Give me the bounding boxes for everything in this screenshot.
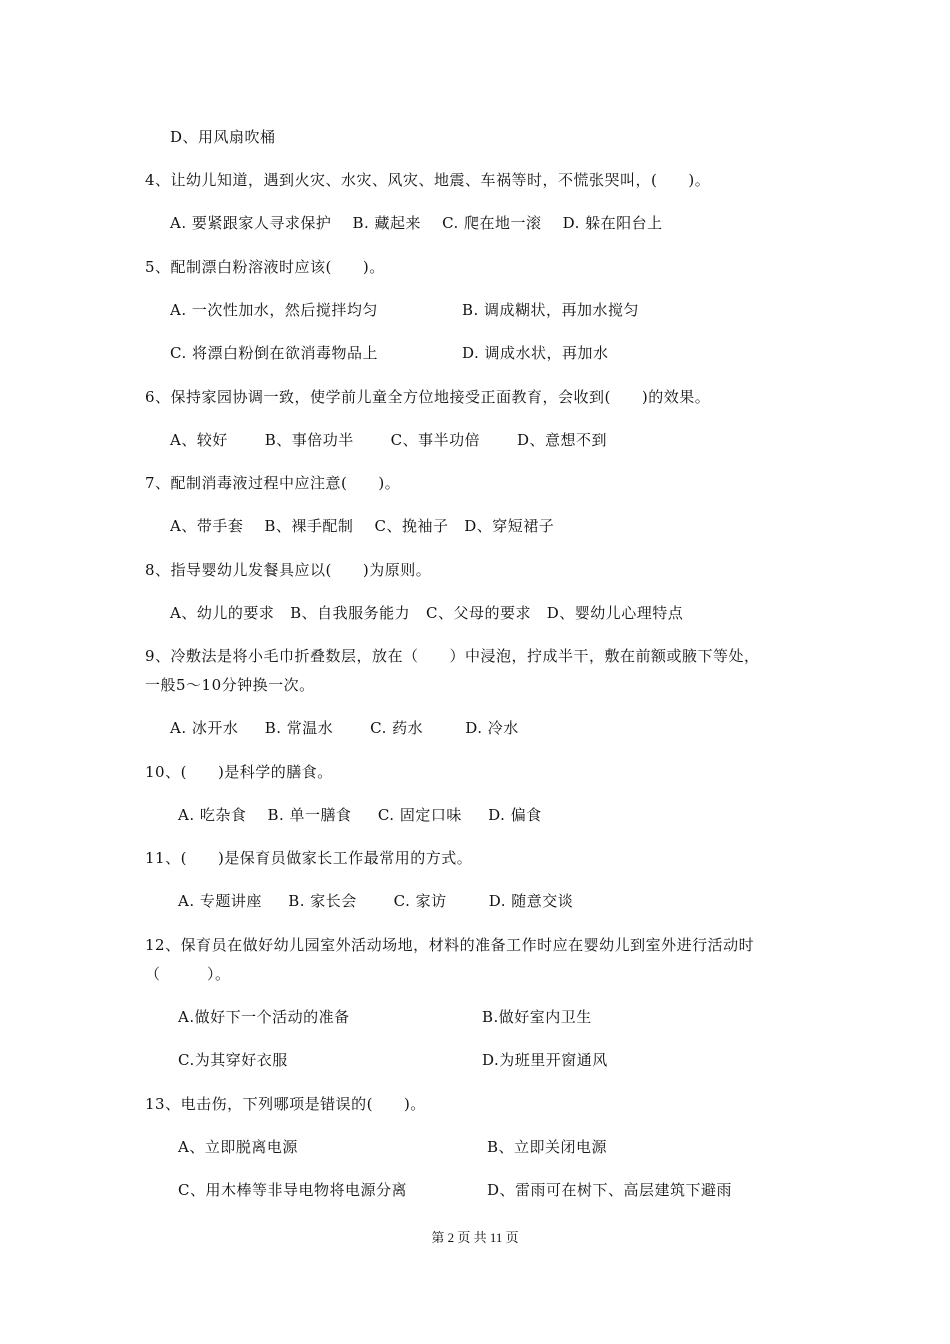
- q7-options: A、带手套 B、裸手配制 C、挽袖子 D、穿短裙子: [170, 517, 555, 535]
- page-footer: 第 2 页 共 11 页: [431, 1230, 519, 1245]
- q5-stem: 5、配制漂白粉溶液时应该( )。: [145, 258, 385, 276]
- q8-stem: 8、指导婴幼儿发餐具应以( )为原则。: [145, 561, 432, 579]
- q9-stem: 9、冷敷法是将小毛巾折叠数层，放在（ ）中浸泡，拧成半干，敷在前额或腋下等处，: [145, 647, 760, 665]
- q12-option-d: D.为班里开窗通风: [482, 1051, 608, 1069]
- q12-stem-continued: （ ）。: [145, 965, 231, 983]
- q9-stem-continued: 一般5～10分钟换一次。: [145, 676, 315, 694]
- q12-option-c: C.为其穿好衣服: [178, 1051, 288, 1069]
- q11-options: A. 专题讲座 B. 家长会 C. 家访 D. 随意交谈: [178, 892, 574, 910]
- q12-option-a: A.做好下一个活动的准备: [178, 1008, 350, 1026]
- q13-stem: 13、电击伤，下列哪项是错误的( )。: [145, 1095, 426, 1113]
- q12-option-b: B.做好室内卫生: [482, 1008, 592, 1026]
- q8-options: A、幼儿的要求 B、自我服务能力 C、父母的要求 D、婴幼儿心理特点: [170, 604, 684, 622]
- q4-options: A. 要紧跟家人寻求保护 B. 藏起来 C. 爬在地一滚 D. 躲在阳台上: [170, 214, 663, 232]
- q5-option-b: B. 调成糊状，再加水搅匀: [462, 301, 640, 319]
- q5-option-a: A. 一次性加水，然后搅拌均匀: [170, 301, 378, 319]
- q11-stem: 11、( )是保育员做家长工作最常用的方式。: [145, 849, 473, 867]
- q13-option-d: D、雷雨可在树下、高层建筑下避雨: [487, 1181, 733, 1199]
- q6-options: A、较好 B、事倍功半 C、事半功倍 D、意想不到: [170, 431, 607, 449]
- q4-stem: 4、让幼儿知道，遇到火灾、水灾、风灾、地震、车祸等时，不慌张哭叫，( )。: [145, 171, 711, 189]
- q9-options: A. 冰开水 B. 常温水 C. 药水 D. 冷水: [170, 719, 519, 737]
- q12-stem: 12、保育员在做好幼儿园室外活动场地，材料的准备工作时应在婴幼儿到室外进行活动时: [145, 936, 755, 954]
- q7-stem: 7、配制消毒液过程中应注意( )。: [145, 474, 401, 492]
- q13-option-c: C、用木棒等非导电物将电源分离: [178, 1181, 407, 1199]
- q3-option-d: D、用风扇吹桶: [170, 128, 276, 146]
- q6-stem: 6、保持家园协调一致，使学前儿童全方位地接受正面教育，会收到( )的效果。: [145, 388, 711, 406]
- q5-option-c: C. 将漂白粉倒在欲消毒物品上: [170, 344, 378, 362]
- q10-stem: 10、( )是科学的膳食。: [145, 763, 333, 781]
- q10-options: A. 吃杂食 B. 单一膳食 C. 固定口味 D. 偏食: [178, 806, 542, 824]
- q13-option-b: B、立即关闭电源: [487, 1138, 608, 1156]
- q5-option-d: D. 调成水状，再加水: [462, 344, 609, 362]
- q13-option-a: A、立即脱离电源: [178, 1138, 298, 1156]
